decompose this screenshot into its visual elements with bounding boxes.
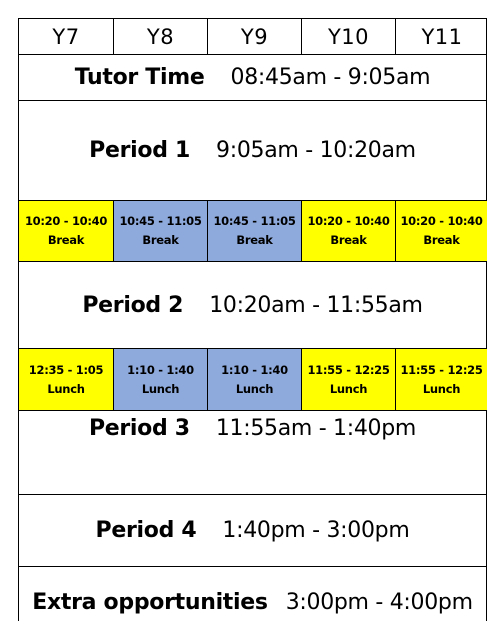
lunch-label: Lunch: [422, 381, 461, 396]
lunch-time: 12:35 - 1:05: [28, 362, 104, 377]
lunch-label: Lunch: [47, 381, 85, 396]
year-y11: Y11: [395, 19, 488, 54]
lunch-label: Lunch: [329, 381, 368, 396]
extra-opportunities-label: Extra opportunities: [32, 590, 268, 615]
year-header-row: [18, 18, 487, 55]
lunch-time: 1:10 - 1:40: [221, 362, 288, 377]
break-cell-y7: [19, 201, 113, 261]
year-y10: Y10: [301, 19, 395, 54]
break-time: 10:20 - 10:40: [400, 214, 483, 228]
tutor-time-time: 08:45am - 9:05am: [230, 65, 431, 90]
period-1-time: 9:05am - 10:20am: [216, 138, 416, 163]
lunch-cell-y8: [113, 349, 207, 410]
lunch-cell-y7: [19, 349, 113, 410]
lunch-cell-y10: [301, 349, 395, 410]
lunch-cell-y11: [395, 349, 487, 410]
tutor-time-label: Tutor Time: [74, 65, 205, 90]
break-cell-y10: [301, 201, 395, 261]
break-label: Break: [236, 233, 273, 247]
timetable: [18, 18, 487, 621]
break-row: [18, 201, 487, 262]
break-label: Break: [47, 233, 85, 247]
lunch-label: Lunch: [141, 381, 180, 396]
lunch-cell-y9: [207, 349, 301, 410]
lunch-time: 11:55 - 12:25: [400, 362, 483, 377]
period-2-time: 10:20am - 11:55am: [209, 292, 423, 318]
period-4-time: 1:40pm - 3:00pm: [222, 518, 410, 543]
year-y9: Y9: [207, 19, 301, 54]
period-2-row: [18, 262, 487, 349]
lunch-time: 1:10 - 1:40: [127, 362, 194, 377]
year-y8: Y8: [113, 19, 207, 54]
break-cell-y11: [395, 201, 487, 261]
lunch-row: [18, 349, 487, 411]
period-4-label: Period 4: [95, 518, 197, 543]
break-time: 10:45 - 11:05: [213, 214, 296, 228]
period-3-time: 11:55am - 1:40pm: [215, 416, 417, 441]
tutor-time-row: [18, 55, 487, 101]
period-4-row: [18, 495, 487, 567]
break-cell-y9: [207, 201, 301, 261]
lunch-label: Lunch: [235, 381, 274, 396]
break-time: 10:20 - 10:40: [24, 214, 108, 228]
break-time: 10:20 - 10:40: [307, 214, 390, 228]
period-2-label: Period 2: [82, 292, 184, 318]
period-3-row: [18, 411, 487, 495]
break-label: Break: [423, 233, 460, 247]
period-1-row: [18, 101, 487, 201]
period-3-label: Period 3: [88, 416, 190, 441]
extra-opportunities-time: 3:00pm - 4:00pm: [285, 590, 473, 615]
lunch-time: 11:55 - 12:25: [307, 362, 390, 377]
break-label: Break: [142, 233, 179, 247]
break-cell-y8: [113, 201, 207, 261]
extra-opportunities-row: [18, 567, 487, 621]
break-time: 10:45 - 11:05: [119, 214, 202, 228]
break-label: Break: [330, 233, 367, 247]
year-y7: Y7: [52, 24, 80, 49]
period-1-label: Period 1: [89, 138, 191, 163]
